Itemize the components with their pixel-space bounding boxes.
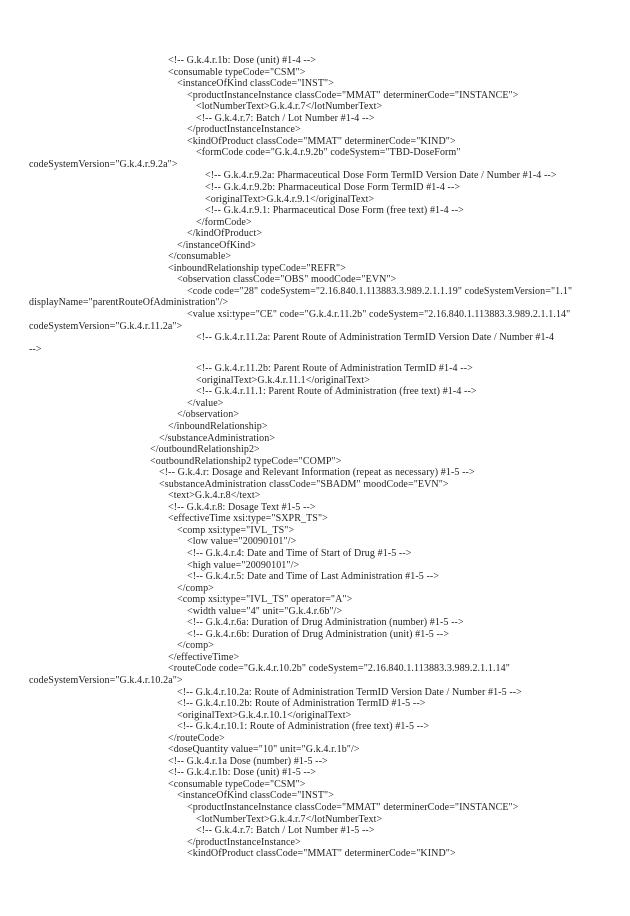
code-line: <!-- G.k.4.r.4: Date and Time of Start of Drug #1-5 -->: [187, 547, 412, 559]
code-line: <!-- G.k.4.r.9.2b: Pharmaceutical Dose Form TermID #1-4 -->: [205, 182, 461, 194]
code-line: -->: [29, 343, 42, 355]
code-line: <!-- G.k.4.r.10.2a: Route of Administration TermID Version Date / Number #1-5 -->: [177, 686, 522, 698]
code-line: <!-- G.k.4.r.1a Dose (number) #1-5 -->: [168, 755, 328, 767]
code-line: <inboundRelationship typeCode="REFR">: [168, 262, 346, 274]
code-line: <observation classCode="OBS" moodCode="EVN">: [177, 274, 397, 286]
code-line: </productInstanceInstance>: [187, 836, 301, 848]
code-line: </value>: [187, 397, 224, 409]
code-line: <consumable typeCode="CSM">: [168, 66, 306, 78]
code-line: <width value="4" unit="G.k.4.r.6b"/>: [187, 605, 343, 617]
code-line: <kindOfProduct classCode="MMAT" determinerCode="KIND">: [187, 135, 456, 147]
code-line: </substanceAdministration>: [159, 432, 276, 444]
code-line: <productInstanceInstance classCode="MMAT" determinerCode="INSTANCE">: [187, 802, 519, 813]
code-line: <!-- G.k.4.r.11.1: Parent Route of Administration (free text) #1-4 -->: [196, 386, 477, 398]
code-line: </kindOfProduct>: [187, 228, 263, 240]
code-line: <!-- G.k.4.r.11.2b: Parent Route of Administration TermID #1-4 -->: [196, 363, 473, 375]
code-line: </outboundRelationship2>: [150, 444, 260, 456]
code-line: <comp xsi:type="IVL_TS">: [177, 524, 295, 536]
code-line: <!-- G.k.4.r.11.2a: Parent Route of Administration TermID Version Date / Number #1-4: [196, 332, 555, 344]
code-line: <formCode code="G.k.4.r.9.2b" codeSystem="TBD-DoseForm": [196, 147, 461, 159]
code-line: </comp>: [177, 640, 214, 652]
code-line: </routeCode>: [168, 732, 225, 744]
code-line: <originalText>G.k.4.r.9.1</originalText>: [205, 193, 375, 205]
code-line: <!-- G.k.4.r.6a: Duration of Drug Administration (number) #1-5 -->: [187, 617, 464, 629]
code-line: displayName="parentRouteOfAdministration"/>: [29, 297, 229, 309]
code-line: <!-- G.k.4.r.10.1: Route of Administration (free text) #1-5 -->: [177, 721, 430, 733]
code-line: <!-- G.k.4.r.5: Date and Time of Last Administration #1-5 -->: [187, 571, 440, 583]
code-line: <!-- G.k.4.r.10.2b: Route of Administration TermID #1-5 -->: [177, 698, 426, 710]
code-line: <!-- G.k.4.r.9.2a: Pharmaceutical Dose Form TermID Version Date / Number #1-4 -->: [205, 170, 557, 182]
code-line: <outboundRelationship2 typeCode="COMP">: [150, 455, 342, 467]
xml-code-listing: [0, 55, 630, 860]
code-line: <!-- G.k.4.r.8: Dosage Text #1-5 -->: [168, 501, 316, 513]
code-line: <!-- G.k.4.r.6b: Duration of Drug Administration (unit) #1-5 -->: [187, 628, 450, 640]
code-line: <consumable typeCode="CSM">: [168, 778, 306, 790]
code-line: <!-- G.k.4.r.7: Batch / Lot Number #1-4 -->: [196, 112, 375, 124]
code-line: <effectiveTime xsi:type="SXPR_TS">: [168, 513, 328, 525]
code-line: <routeCode code="G.k.4.r.10.2b" codeSystem="2.16.840.1.113883.3.989.2.1.1.14": [168, 663, 510, 675]
code-line: <code code="28" codeSystem="2.16.840.1.113883.3.989.2.1.1.19" codeSystemVersion="1.1": [187, 285, 573, 297]
code-line: <substanceAdministration classCode="SBADM" moodCode="EVN">: [159, 478, 449, 490]
code-line: </formCode>: [196, 216, 252, 228]
code-line: <originalText>G.k.4.r.10.1</originalText>: [177, 709, 352, 721]
code-line: </effectiveTime>: [168, 651, 240, 663]
code-line: <value xsi:type="CE" code="G.k.4.r.11.2b" codeSystem="2.16.840.1.113883.3.989.2.1.1.14": [187, 309, 571, 321]
code-line: codeSystemVersion="G.k.4.r.11.2a">: [29, 320, 183, 332]
code-line: <kindOfProduct classCode="MMAT" determinerCode="KIND">: [187, 848, 456, 860]
code-line: <text>G.k.4.r.8</text>: [168, 490, 261, 502]
code-line: <low value="20090101"/>: [187, 536, 297, 548]
code-line: </productInstanceInstance>: [187, 124, 301, 136]
code-line: <high value="20090101"/>: [187, 559, 300, 571]
code-line: </consumable>: [168, 251, 232, 263]
code-line: <!-- G.k.4.r.7: Batch / Lot Number #1-5 -->: [196, 825, 375, 837]
code-line: <!-- G.k.4.r: Dosage and Relevant Information (repeat as necessary) #1-5 -->: [159, 467, 475, 479]
code-line: <!-- G.k.4.r.1b: Dose (unit) #1-4 -->: [168, 55, 317, 66]
code-line: <productInstanceInstance classCode="MMAT" determinerCode="INSTANCE">: [187, 89, 519, 101]
code-line: <!-- G.k.4.r.9.1: Pharmaceutical Dose Form (free text) #1-4 -->: [205, 205, 464, 217]
code-line: </instanceOfKind>: [177, 239, 257, 251]
code-line: codeSystemVersion="G.k.4.r.10.2a">: [29, 674, 183, 686]
code-line: <originalText>G.k.4.r.11.1</originalText>: [196, 374, 371, 386]
code-line: </comp>: [177, 582, 214, 594]
code-line: <lotNumberText>G.k.4.r.7</lotNumberText>: [196, 813, 383, 825]
code-line: codeSystemVersion="G.k.4.r.9.2a">: [29, 158, 178, 170]
code-line: </observation>: [177, 409, 240, 421]
code-line: <lotNumberText>G.k.4.r.7</lotNumberText>: [196, 101, 383, 113]
code-line: <!-- G.k.4.r.1b: Dose (unit) #1-5 -->: [168, 767, 317, 779]
code-line: <instanceOfKind classCode="INST">: [177, 78, 334, 90]
code-line: </inboundRelationship>: [168, 420, 268, 432]
code-line: <instanceOfKind classCode="INST">: [177, 790, 334, 802]
code-line: <doseQuantity value="10" unit="G.k.4.r.1b"/>: [168, 744, 360, 756]
code-line: <comp xsi:type="IVL_TS" operator="A">: [177, 594, 353, 606]
